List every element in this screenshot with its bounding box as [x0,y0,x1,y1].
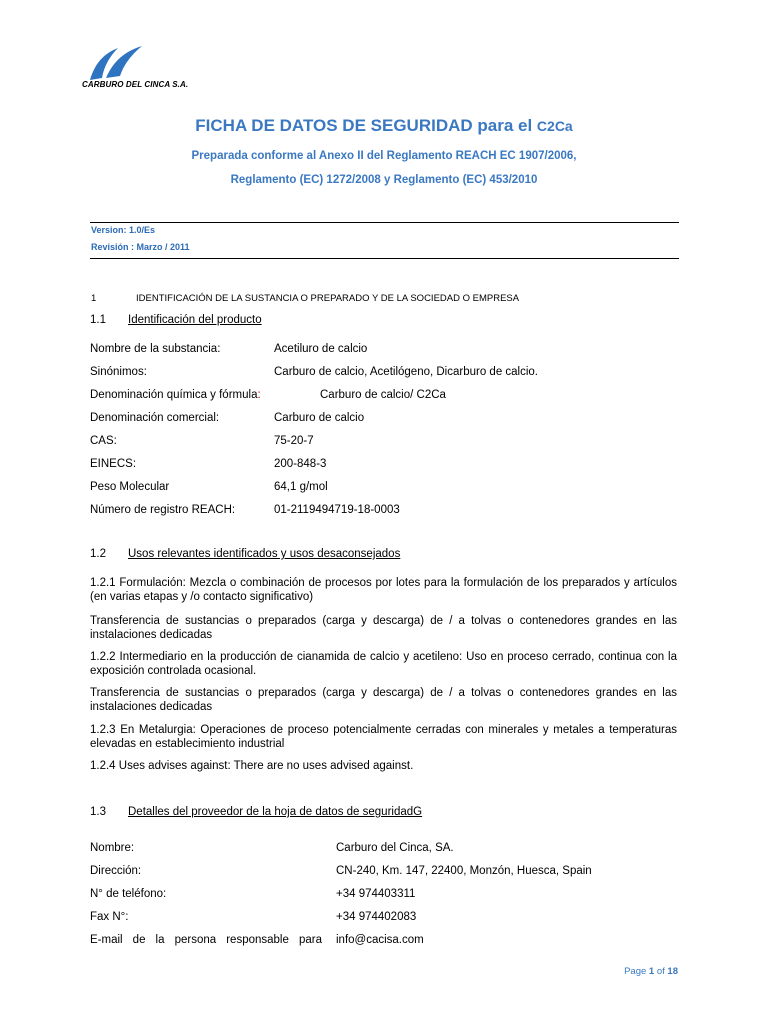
uses-paragraph: Transferencia de sustancias o preparados (carga y descarga) de / a tolvas o contenedores grandes en las instalaciones dedicadas [90,615,677,641]
product-row [90,412,365,424]
subtitle-line-1: Preparada conforme al Anexo II del Reglamento REACH EC 1907/2006, [191,150,577,162]
uses-paragraph: 1.2.3 En Metalurgia: Operaciones de proceso potencialmente cerradas con minerales y metales a temperaturas elevadas en establecimiento industrial [90,724,677,750]
row-label: CAS: [90,435,117,447]
product-row [90,343,368,355]
divider-bottom [90,258,679,259]
supplier-row [90,865,592,877]
row-label: N° de teléfono: [90,888,167,900]
section-1-1-heading [90,314,262,326]
row-label: Sinónimos: [90,366,147,378]
supplier-row [90,934,424,946]
uses-paragraph: 1.2.2 Intermediario en la producción de cianamida de calcio y acetileno: Uso en proceso cerrado, continua con la exposición controlada ocasional. [90,651,677,677]
uses-paragraph: Transferencia de sustancias o preparados (carga y descarga) de / a tolvas o contenedores grandes en las instalaciones dedicadas [90,687,677,713]
title-main: FICHA DE DATOS DE SEGURIDAD para el [195,116,533,135]
row-label: Dirección: [90,865,142,877]
page-total: 18 [667,966,678,977]
document-title [0,116,768,136]
product-row [90,481,328,493]
section-1-2-heading [90,548,400,560]
row-value: Carburo de calcio/ C2Ca [320,389,446,401]
product-row [90,504,400,516]
row-label: Nombre de la substancia: [90,343,221,355]
supplier-row [90,888,416,900]
row-value: +34 974402083 [336,911,417,923]
product-row [90,458,327,470]
page-number [624,966,678,977]
section-1-3-number: 1.3 [90,806,106,818]
row-value: Acetiluro de calcio [274,343,368,355]
row-label: Denominación química y fórmula [90,389,258,401]
page-word: Page [624,966,647,977]
row-value: +34 974403311 [336,888,416,900]
row-label: Denominación comercial: [90,412,220,424]
row-value: 01-2119494719-18-0003 [274,504,400,516]
row-value: Carburo de calcio, Acetilógeno, Dicarburo de calcio. [274,366,539,378]
section-1-2-number: 1.2 [90,548,106,560]
supplier-row [90,911,417,923]
section-1-1-title: Identificación del producto [128,314,262,326]
of-word: of [656,966,665,977]
section-1-3-title: Detalles del proveedor de la hoja de datos de seguridadG [128,806,423,818]
page-current: 1 [648,966,655,977]
product-row [90,435,314,447]
section-1-3-heading [90,806,422,818]
uses-paragraph: 1.2.1 Formulación: Mezcla o combinación de procesos por lotes para la formulación de los preparados y artículos (en varias etapas y /o contacto significativo) [90,577,677,603]
product-row [90,366,539,378]
version-label: Version: 1.0/Es [91,225,156,235]
row-value: 200-848-3 [274,458,327,470]
row-label: Fax N°: [90,911,129,923]
row-value: 75-20-7 [274,435,314,447]
section-1-1-number: 1.1 [90,314,106,326]
title-product: C2Ca [536,118,573,134]
section-1-title: IDENTIFICACIÓN DE LA SUSTANCIA O PREPARADO Y DE LA SOCIEDAD O EMPRESA [136,293,520,304]
subtitle-line-2: Reglamento (EC) 1272/2008 y Reglamento (EC) 453/2010 [230,174,538,186]
row-value: CN-240, Km. 147, 22400, Monzón, Huesca, Spain [336,865,592,877]
row-label: Nombre: [90,842,135,854]
uses-paragraph: 1.2.4 Uses advises against: There are no uses advised against. [90,760,414,772]
section-1-2-title: Usos relevantes identificados y usos desaconsejados [128,548,401,560]
supplier-row [90,842,454,854]
row-value: 64,1 g/mol [274,481,328,493]
row-label: EINECS: [90,458,137,470]
section-1-number: 1 [91,293,97,304]
company-name: CARBURO DEL CINCA S.A. [82,80,189,89]
company-logo [88,44,144,82]
row-label: Número de registro REACH: [90,504,236,516]
product-row [90,389,446,401]
row-value: Carburo del Cinca, SA. [336,842,454,854]
row-label: Peso Molecular [90,481,170,493]
section-1-heading [91,293,519,304]
row-value: Carburo de calcio [274,412,365,424]
row-value: info@cacisa.com [336,934,424,946]
row-colon: : [257,389,261,401]
divider-top [90,222,679,223]
revision-label: Revisión : Marzo / 2011 [91,242,190,252]
row-label: E-mail de la persona responsable para [90,934,322,946]
